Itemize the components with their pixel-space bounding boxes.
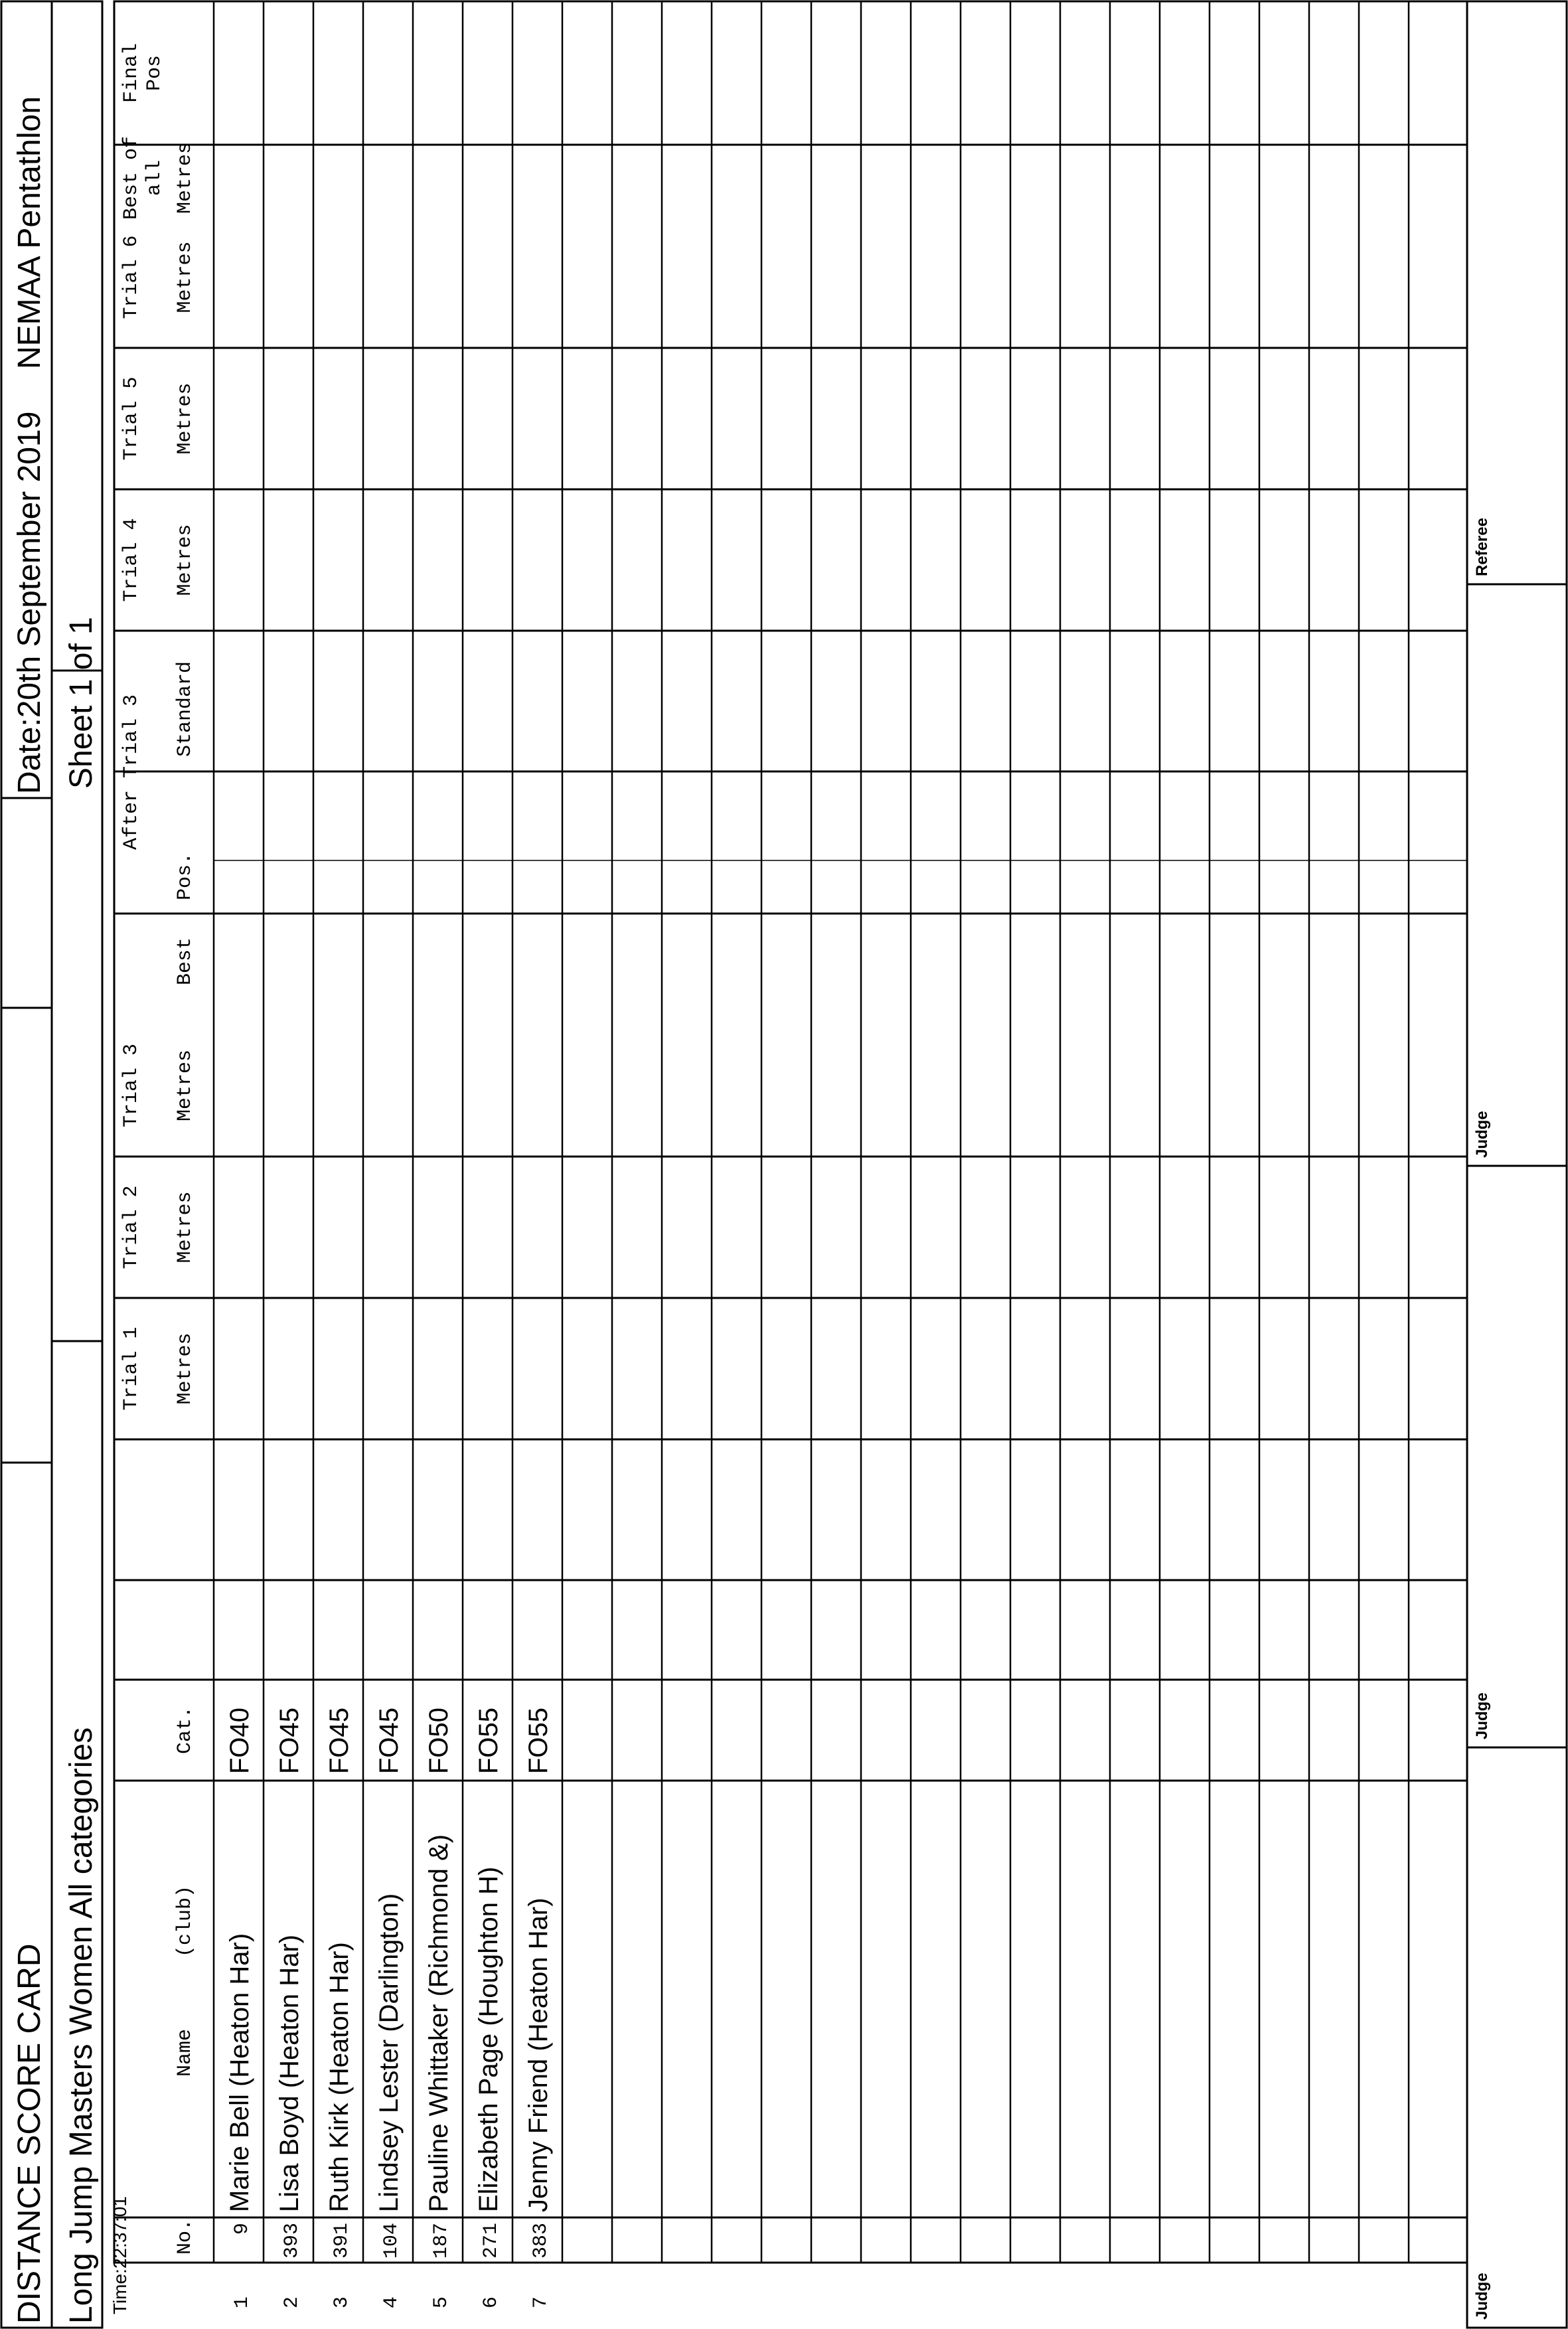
athlete-category: FO50 xyxy=(424,1707,453,1774)
event-name: Long Jump Masters Women All categories xyxy=(64,1727,99,2324)
athlete-category: FO55 xyxy=(474,1707,503,1774)
header-trial-6: Trial 6 xyxy=(120,235,143,319)
header-best-of: Best of xyxy=(120,135,143,220)
athlete-name: Lindsey Lester (Darlington) xyxy=(374,1893,404,2212)
row-order-number: 3 xyxy=(331,2296,353,2309)
athlete-category: FO45 xyxy=(374,1707,404,1774)
referee-label: Referee xyxy=(1473,517,1491,576)
header-final: Final xyxy=(120,42,143,104)
athlete-name: Marie Bell (Heaton Har) xyxy=(225,1933,254,2212)
header-trial-3-unit: Metres xyxy=(174,1049,196,1122)
header-trial-5: Trial 5 xyxy=(120,376,143,461)
header-trial-2-unit: Metres xyxy=(174,1191,196,1263)
sheet-number: Sheet 1 of 1 xyxy=(64,617,99,789)
judge-label-3: Judge xyxy=(1473,1111,1491,1158)
row-order-number: 7 xyxy=(530,2296,552,2309)
row-order-number: 2 xyxy=(281,2296,303,2309)
header-trial-5-unit: Metres xyxy=(174,382,196,455)
header-after-best: Best xyxy=(174,937,196,986)
athlete-category: FO40 xyxy=(225,1707,254,1774)
athlete-number: 393 xyxy=(281,2223,303,2259)
athlete-name: Ruth Kirk (Heaton Har) xyxy=(325,1942,354,2212)
athlete-number: 271 xyxy=(480,2223,503,2259)
header-best-unit: Metres xyxy=(174,141,196,214)
row-order-number: 5 xyxy=(430,2296,453,2309)
header-trial-6-unit: Metres xyxy=(174,241,196,313)
athlete-category: FO45 xyxy=(325,1707,354,1774)
header-trial-1: Trial 1 xyxy=(120,1326,143,1411)
athlete-number: 391 xyxy=(331,2223,353,2259)
athlete-number: 9 xyxy=(231,2223,254,2235)
athlete-name: Jenny Friend (Heaton Har) xyxy=(524,1897,553,2212)
judge-label-2: Judge xyxy=(1473,1692,1491,1739)
print-time: Time:22:37:01 xyxy=(110,2196,130,2314)
athlete-name: Pauline Whittaker (Richmond &) xyxy=(424,1834,453,2212)
header-cat: Cat. xyxy=(174,1706,196,1755)
header-best-all: all xyxy=(143,159,166,197)
header-final-pos: Pos xyxy=(143,54,166,92)
athlete-category: FO45 xyxy=(275,1707,304,1774)
athlete-category: FO55 xyxy=(524,1707,553,1774)
header-name: Name xyxy=(174,2028,196,2077)
athlete-number: 383 xyxy=(530,2223,552,2259)
header-after-standard: Standard xyxy=(174,661,196,758)
header-trial-3: Trial 3 xyxy=(120,1043,143,1128)
athlete-name: Elizabeth Page (Houghton H) xyxy=(474,1866,503,2212)
header-club: (club) xyxy=(174,1885,196,1957)
row-order-number: 4 xyxy=(380,2296,403,2309)
row-order-number: 6 xyxy=(480,2296,503,2309)
header-trial-2: Trial 2 xyxy=(120,1185,143,1269)
header-trial-1-unit: Metres xyxy=(174,1332,196,1405)
header-trial-4-unit: Metres xyxy=(174,524,196,596)
athlete-number: 104 xyxy=(380,2223,403,2259)
judge-label-1: Judge xyxy=(1473,2273,1491,2320)
athlete-number: 187 xyxy=(430,2223,453,2259)
header-after-trial-3: After Trial 3 xyxy=(120,694,143,850)
row-order-number: 1 xyxy=(231,2296,254,2309)
header-no: No. xyxy=(174,2218,196,2255)
header-trial-4: Trial 4 xyxy=(120,518,143,602)
header-after-pos: Pos. xyxy=(174,852,196,901)
athlete-name: Lisa Boyd (Heaton Har) xyxy=(275,1935,304,2212)
meeting-name: NEMAA Pentathlon xyxy=(12,96,47,369)
card-title: DISTANCE SCORE CARD xyxy=(12,1943,47,2324)
meeting-date: Date:20th September 2019 xyxy=(12,411,47,794)
